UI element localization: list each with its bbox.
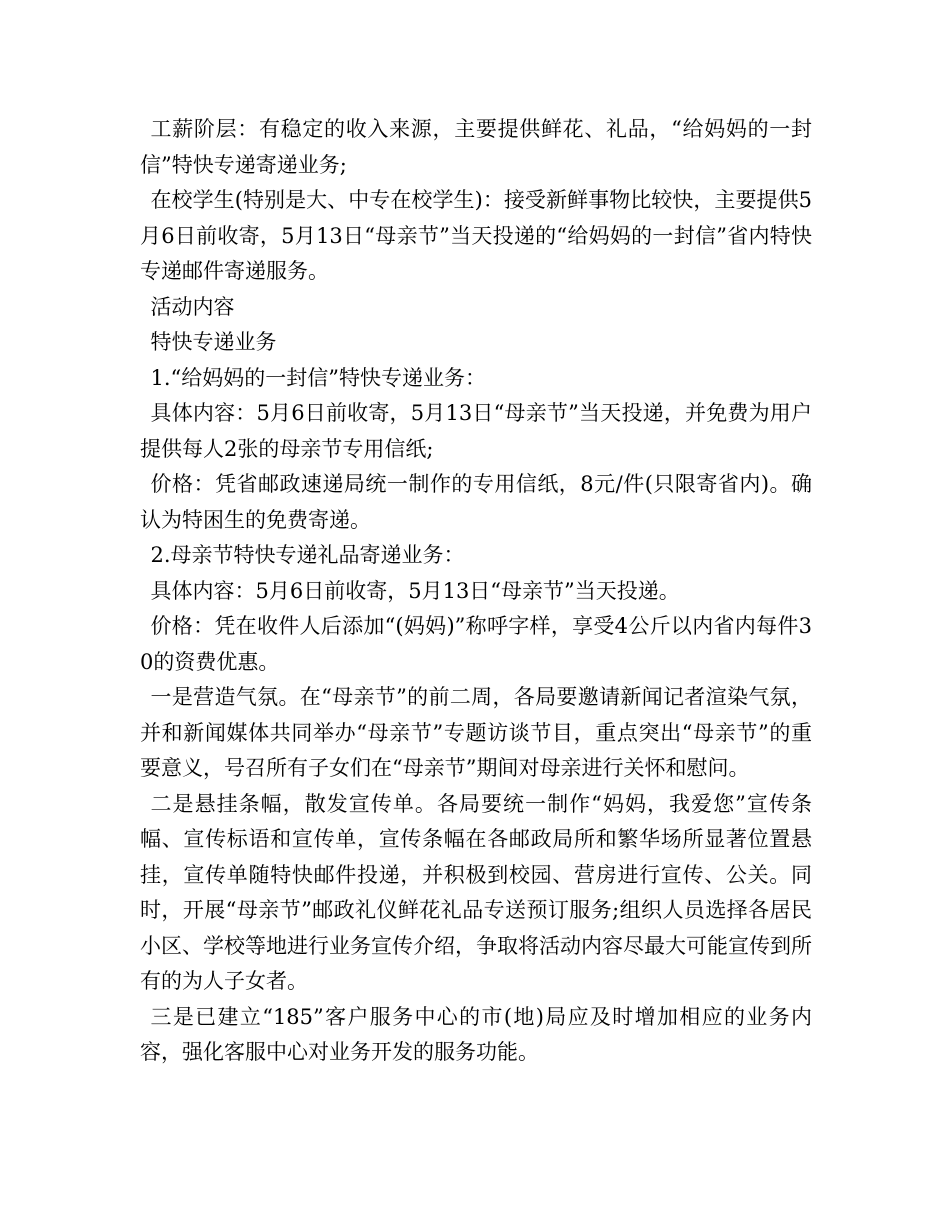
item-2-price: 价格：凭在收件人后添加“(妈妈)”称呼字样，享受4公斤以内省内每件30的资费优惠。	[140, 614, 812, 674]
item-1-details: 具体内容：5月6日前收寄，5月13日“母亲节”当天投递，并免费为用户提供每人2张的母亲节专用信纸;	[140, 401, 812, 461]
paragraph-banners: 二是悬挂条幅，散发宣传单。各局要统一制作“妈妈，我爱您”宣传条幅、宣传标语和宣传单，宣传条幅在各邮政局所和繁华场所显著位置悬挂，宣传单随特快邮件投递，并积极到校园、营房进行宣传、公关。同时，开展“母亲节”邮政礼仪鲜花礼品专送预订服务;组织人员选择各居民小区、学校等地进行业务宣传介绍，争取将活动内容尽最大可能宣传到所有的为人子女者。	[140, 791, 812, 993]
paragraph-service-center: 三是已建立“185”客户服务中心的市(地)局应及时增加相应的业务内容，强化客服中心对业务开发的服务功能。	[140, 1004, 812, 1064]
item-2-title: 2.母亲节特快专递礼品寄递业务：	[150, 543, 465, 567]
document-body	[140, 112, 812, 1071]
item-1-title: 1.“给妈妈的一封信”特快专递业务：	[150, 365, 487, 390]
heading-express-business: 特快专递业务	[150, 330, 277, 354]
item-1-price: 价格：凭省邮政速递局统一制作的专用信纸，8元/件(只限寄省内)。确认为特困生的免费寄递。	[140, 472, 812, 532]
paragraph-salaried-class: 工薪阶层：有稳定的收入来源，主要提供鲜花、礼品，“给妈妈的一封信”特快专递寄递业务;	[140, 117, 812, 177]
paragraph-atmosphere: 一是营造气氛。在“母亲节”的前二周，各局要邀请新闻记者渲染气氛，并和新闻媒体共同举办“母亲节”专题访谈节目，重点突出“母亲节”的重要意义，号召所有子女们在“母亲节”期间对母亲进行关怀和慰问。	[140, 685, 812, 780]
paragraph-students: 在校学生(特别是大、中专在校学生)：接受新鲜事物比较快，主要提供5月6日前收寄，5月13日“母亲节”当天投递的“给妈妈的一封信”省内特快专递邮件寄递服务。	[140, 188, 812, 283]
heading-activity-content: 活动内容	[150, 294, 235, 319]
item-2-details: 具体内容：5月6日前收寄，5月13日“母亲节”当天投递。	[150, 578, 680, 603]
